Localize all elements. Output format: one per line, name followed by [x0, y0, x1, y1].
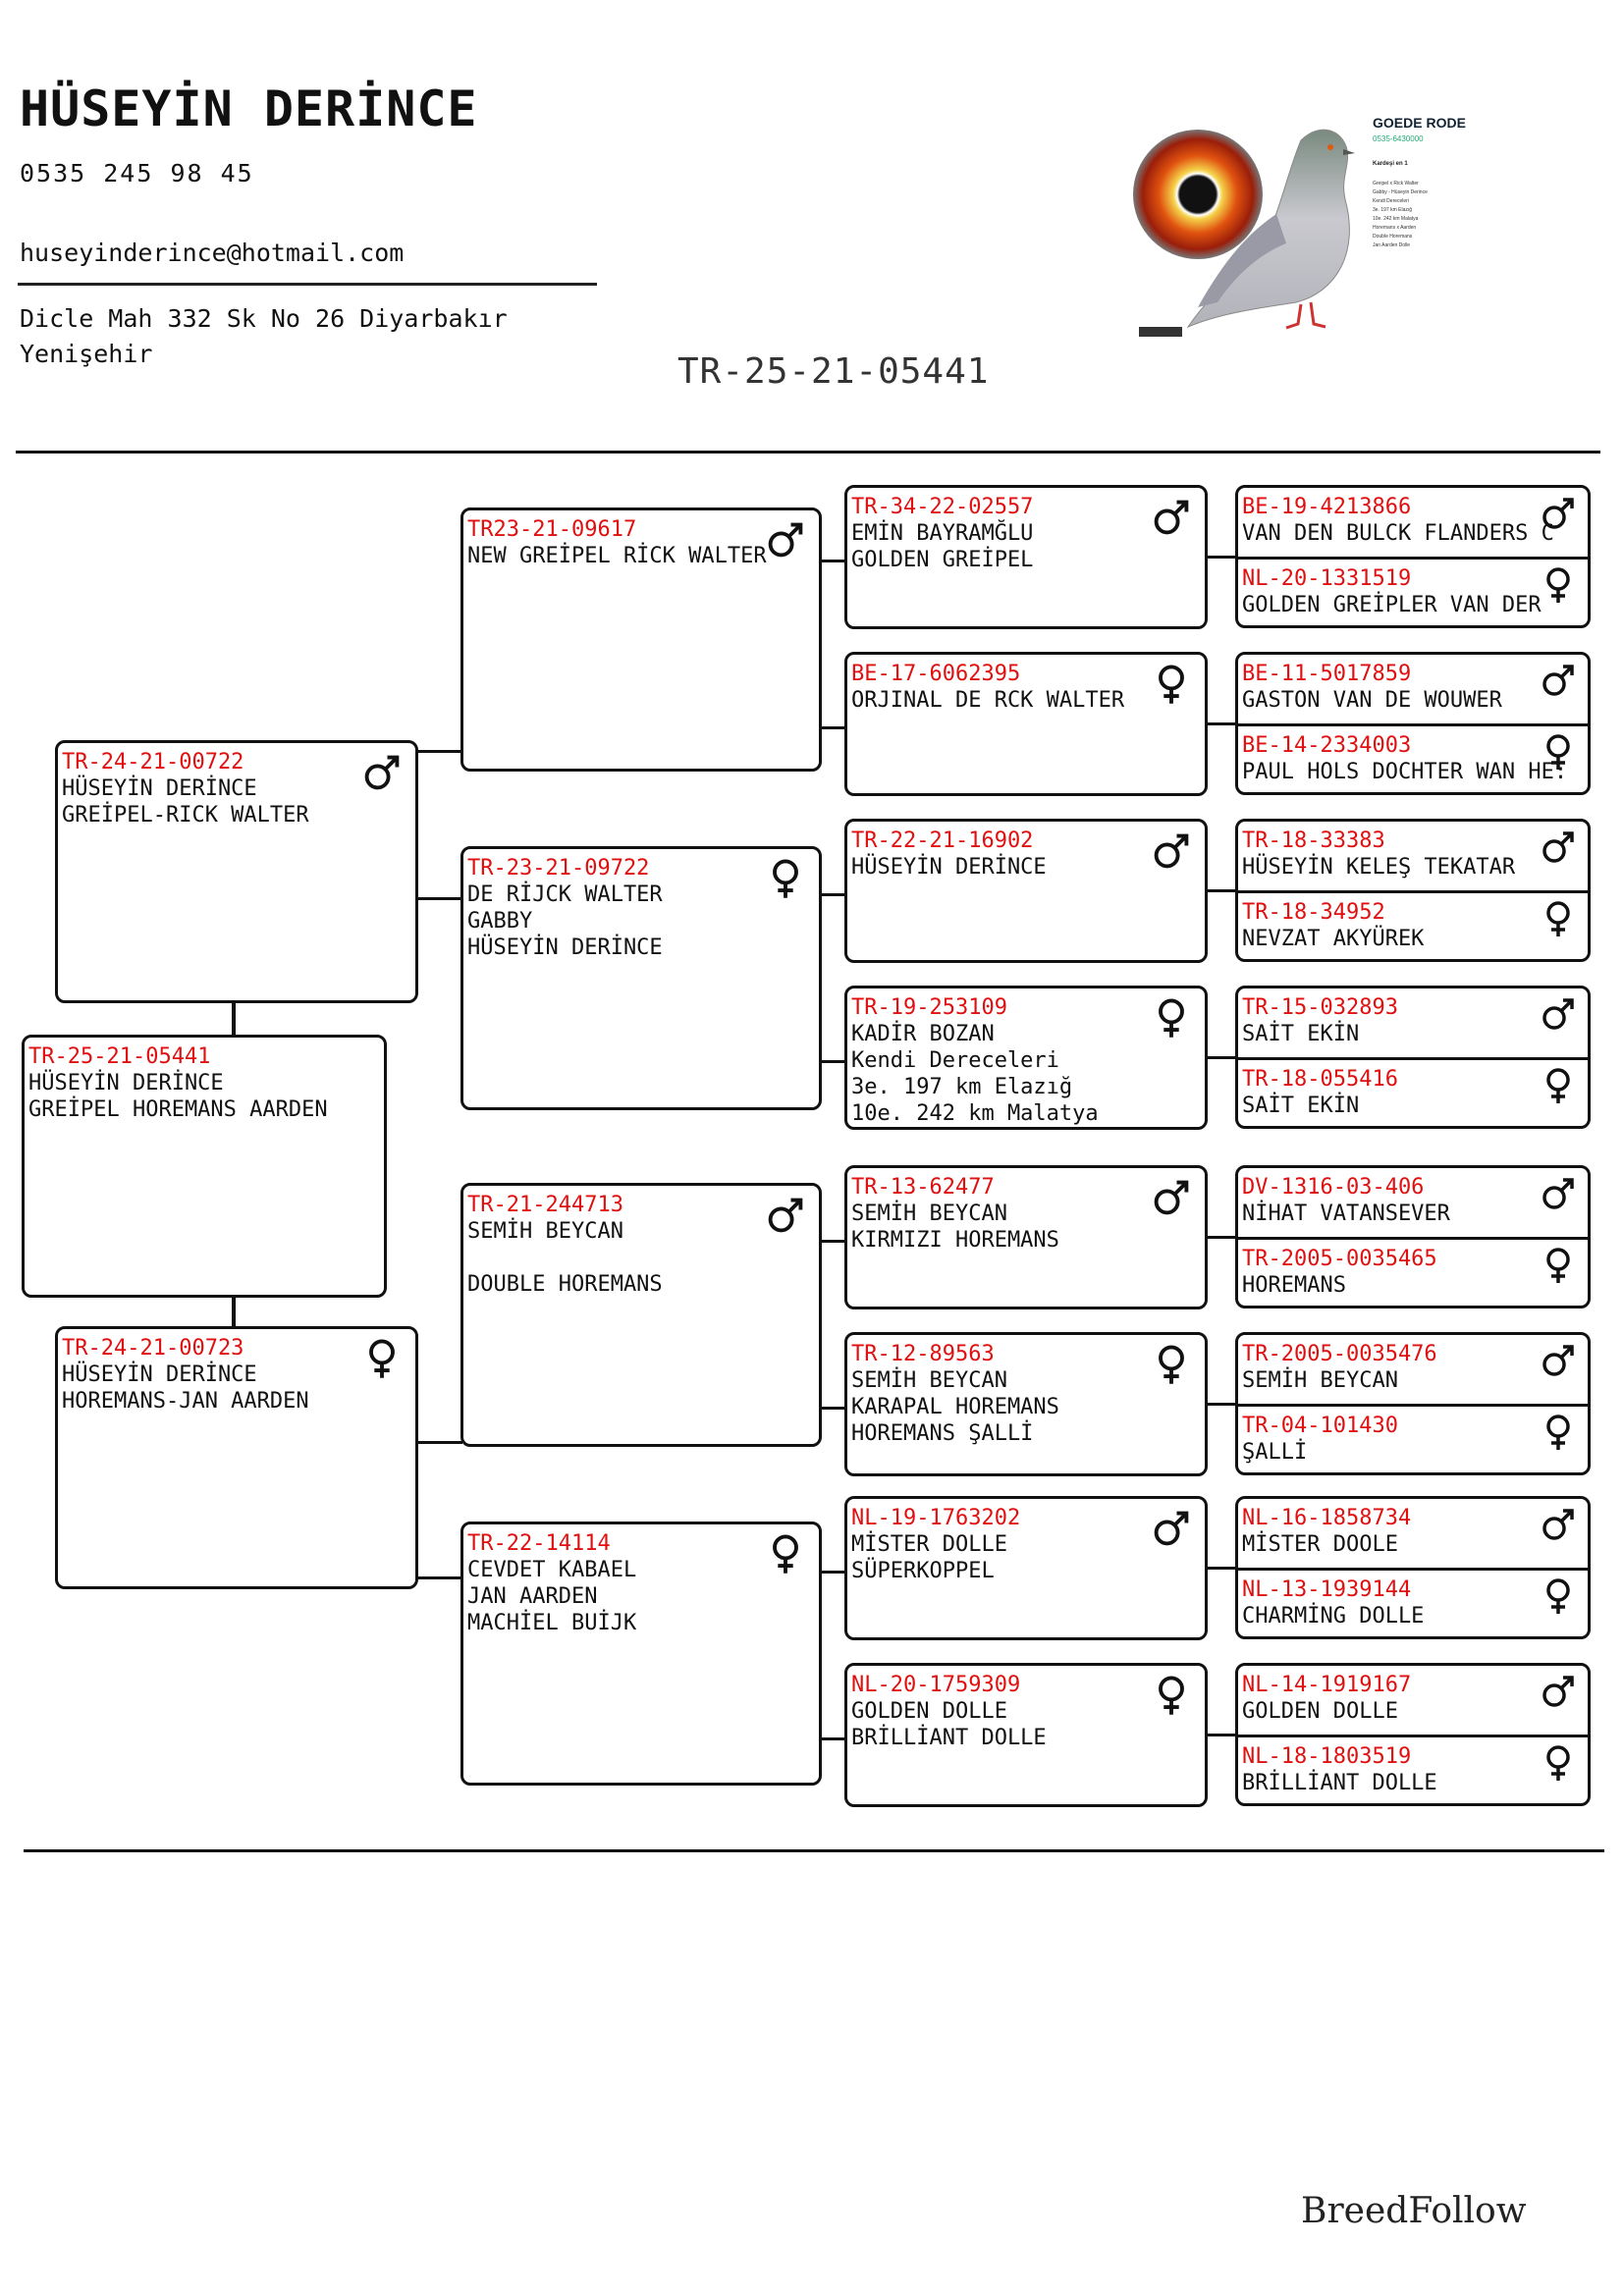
- gggp-dam[interactable]: NL-18-1803519 BRİLLİANT DOLLE: [1238, 1735, 1588, 1805]
- female-icon: [1539, 1066, 1578, 1105]
- male-icon: [1150, 1176, 1193, 1219]
- male-icon: [1539, 828, 1578, 867]
- ring-number: TR-24-21-00722: [62, 750, 244, 774]
- svg-text:Double Horemans: Double Horemans: [1373, 234, 1413, 240]
- address-line-2: Yenişehir: [20, 340, 153, 368]
- ring-number: TR-21-244713: [467, 1193, 623, 1217]
- owner-address: [20, 301, 628, 372]
- pedigree-gggp-pair-6: [1235, 1332, 1591, 1475]
- ring-number: TR23-21-09617: [467, 517, 637, 542]
- photo-card-heading: Kardeşi en 1: [1373, 161, 1408, 167]
- pedigree-gggp-pair-5: [1235, 1165, 1591, 1308]
- gggp-dam[interactable]: NL-20-1331519 GOLDEN GREİPLER VAN DER: [1238, 557, 1588, 627]
- pedigree-granddam-2[interactable]: TR-22-14114 CEVDET KABAEL JAN AARDEN MACHİEL BUİJK: [460, 1522, 822, 1786]
- svg-text:Gabby - Hüseyin Derince: Gabby - Hüseyin Derince: [1373, 189, 1428, 195]
- female-icon: [1539, 899, 1578, 938]
- photo-card-code: 0535-6430000: [1373, 134, 1424, 143]
- pedigree-granddam-1[interactable]: TR-23-21-09722 DE RİJCK WALTER GABBY HÜSEYİN DERİNCE: [460, 846, 822, 1110]
- pedigree-ggp-7[interactable]: NL-19-1763202 MİSTER DOLLE SÜPERKOPPEL: [844, 1496, 1208, 1640]
- male-icon: [1539, 994, 1578, 1034]
- female-icon: [1150, 663, 1193, 706]
- female-icon: [1150, 996, 1193, 1040]
- pedigree-grandsire-1[interactable]: TR23-21-09617 NEW GREİPEL RİCK WALTER: [460, 507, 822, 772]
- ring-number: TR-22-14114: [467, 1531, 611, 1556]
- email-divider: [18, 283, 597, 286]
- male-icon: [360, 751, 404, 794]
- pedigree-gggp-pair-3: [1235, 819, 1591, 962]
- breedfollow-logo: BreedFollow: [1301, 2191, 1527, 2231]
- gggp-sire[interactable]: BE-19-4213866 VAN DEN BULCK FLANDERS C: [1238, 488, 1588, 556]
- gggp-dam[interactable]: TR-2005-0035465 HOREMANS: [1238, 1237, 1588, 1308]
- gggp-sire[interactable]: TR-18-33383 HÜSEYİN KELEŞ TEKATAR: [1238, 822, 1588, 889]
- male-icon: [1539, 1672, 1578, 1711]
- male-icon: [1539, 1505, 1578, 1544]
- svg-text:3e. 197 km Elazığ: 3e. 197 km Elazığ: [1373, 207, 1413, 213]
- photo-card-brand: GOEDE RODE: [1373, 115, 1466, 131]
- footer-divider: [24, 1849, 1604, 1852]
- male-icon: [1539, 1341, 1578, 1380]
- owner-phone: 0535 245 98 45: [20, 159, 254, 187]
- female-icon: [1539, 1413, 1578, 1452]
- male-icon: [764, 1194, 807, 1237]
- ring-number: TR-25-21-05441: [28, 1044, 211, 1069]
- pedigree-gggp-pair-7: [1235, 1496, 1591, 1639]
- gggp-sire[interactable]: NL-14-1919167 GOLDEN DOLLE: [1238, 1666, 1588, 1734]
- female-icon: [1150, 1343, 1193, 1386]
- pedigree-gggp-pair-1: [1235, 485, 1591, 628]
- owner-email[interactable]: huseyinderince@hotmail.com: [20, 239, 405, 267]
- gggp-sire[interactable]: DV-1316-03-406 NİHAT VATANSEVER: [1238, 1168, 1588, 1236]
- gggp-sire[interactable]: BE-11-5017859 GASTON VAN DE WOUWER: [1238, 655, 1588, 722]
- male-icon: [1539, 494, 1578, 533]
- pedigree-ggp-6[interactable]: TR-12-89563 SEMİH BEYCAN KARAPAL HOREMANS HOREMANS ŞALLİ: [844, 1332, 1208, 1476]
- pedigree-ggp-1[interactable]: TR-34-22-02557 EMİN BAYRAMĞLU GOLDEN GREİPEL: [844, 485, 1208, 629]
- pigeon-ring-number: TR-25-21-05441: [677, 351, 990, 392]
- pedigree-gggp-pair-8: [1235, 1663, 1591, 1806]
- gggp-dam[interactable]: TR-18-34952 NEVZAT AKYÜREK: [1238, 890, 1588, 961]
- header-divider: [16, 451, 1600, 454]
- svg-text:Horemans x Aarden: Horemans x Aarden: [1373, 225, 1417, 231]
- male-icon: [1150, 496, 1193, 539]
- pedigree-grandsire-2[interactable]: TR-21-244713 SEMİH BEYCAN DOUBLE HOREMANS: [460, 1183, 822, 1447]
- gggp-sire[interactable]: TR-2005-0035476 SEMİH BEYCAN: [1238, 1335, 1588, 1403]
- male-icon: [1539, 661, 1578, 700]
- female-icon: [1539, 1576, 1578, 1616]
- pedigree-ggp-8[interactable]: NL-20-1759309 GOLDEN DOLLE BRİLLİANT DOLLE: [844, 1663, 1208, 1807]
- owner-name: HÜSEYİN DERİNCE: [20, 80, 478, 137]
- gggp-sire[interactable]: NL-16-1858734 MİSTER DOOLE: [1238, 1499, 1588, 1567]
- male-icon: [1150, 829, 1193, 873]
- female-icon: [1539, 732, 1578, 772]
- gggp-dam[interactable]: NL-13-1939144 CHARMİNG DOLLE: [1238, 1568, 1588, 1638]
- pedigree-dam[interactable]: TR-24-21-00723 HÜSEYİN DERİNCE HOREMANS-JAN AARDEN: [55, 1326, 418, 1589]
- svg-text:Kendi Dereceleri: Kendi Dereceleri: [1373, 198, 1409, 204]
- female-icon: [1150, 1674, 1193, 1717]
- svg-text:Jan Aarden Dolle: Jan Aarden Dolle: [1373, 242, 1411, 248]
- pedigree-ggp-3[interactable]: TR-22-21-16902 HÜSEYİN DERİNCE: [844, 819, 1208, 963]
- gggp-dam[interactable]: BE-14-2334003 PAUL HOLS DOCHTER WAN HE:: [1238, 723, 1588, 794]
- ring-number: TR-23-21-09722: [467, 856, 650, 881]
- ring-number: TR-24-21-00723: [62, 1336, 244, 1361]
- pigeon-photo: [1129, 106, 1522, 342]
- male-icon: [1150, 1507, 1193, 1550]
- male-icon: [764, 518, 807, 561]
- gggp-dam[interactable]: TR-04-101430 ŞALLİ: [1238, 1404, 1588, 1474]
- gggp-sire[interactable]: TR-15-032893 SAİT EKİN: [1238, 988, 1588, 1056]
- pedigree-sire[interactable]: TR-24-21-00722 HÜSEYİN DERİNCE GREİPEL-RICK WALTER: [55, 740, 418, 1003]
- svg-text:10e. 242 km Malatya: 10e. 242 km Malatya: [1373, 216, 1419, 222]
- male-icon: [1539, 1174, 1578, 1213]
- pedigree-gggp-pair-4: [1235, 986, 1591, 1129]
- female-icon: [360, 1337, 404, 1380]
- female-icon: [1539, 1246, 1578, 1285]
- female-icon: [1539, 565, 1578, 605]
- pedigree-subject[interactable]: TR-25-21-05441 HÜSEYİN DERİNCE GREİPEL HOREMANS AARDEN: [22, 1035, 387, 1298]
- pedigree-ggp-2[interactable]: BE-17-6062395 ORJINAL DE RCK WALTER: [844, 652, 1208, 796]
- address-line-1: Dicle Mah 332 Sk No 26 Diyarbakır: [20, 304, 508, 333]
- female-icon: [764, 1532, 807, 1575]
- svg-text:Greipel x Rick Walter: Greipel x Rick Walter: [1373, 181, 1419, 187]
- pedigree-ggp-5[interactable]: TR-13-62477 SEMİH BEYCAN KIRMIZI HOREMANS: [844, 1165, 1208, 1309]
- female-icon: [764, 857, 807, 900]
- female-icon: [1539, 1743, 1578, 1783]
- gggp-dam[interactable]: TR-18-055416 SAİT EKİN: [1238, 1057, 1588, 1128]
- pedigree-gggp-pair-2: [1235, 652, 1591, 795]
- pedigree-ggp-4[interactable]: TR-19-253109 KADİR BOZAN Kendi Dereceleri 3e. 197 km Elazığ 10e. 242 km Malatya: [844, 986, 1208, 1130]
